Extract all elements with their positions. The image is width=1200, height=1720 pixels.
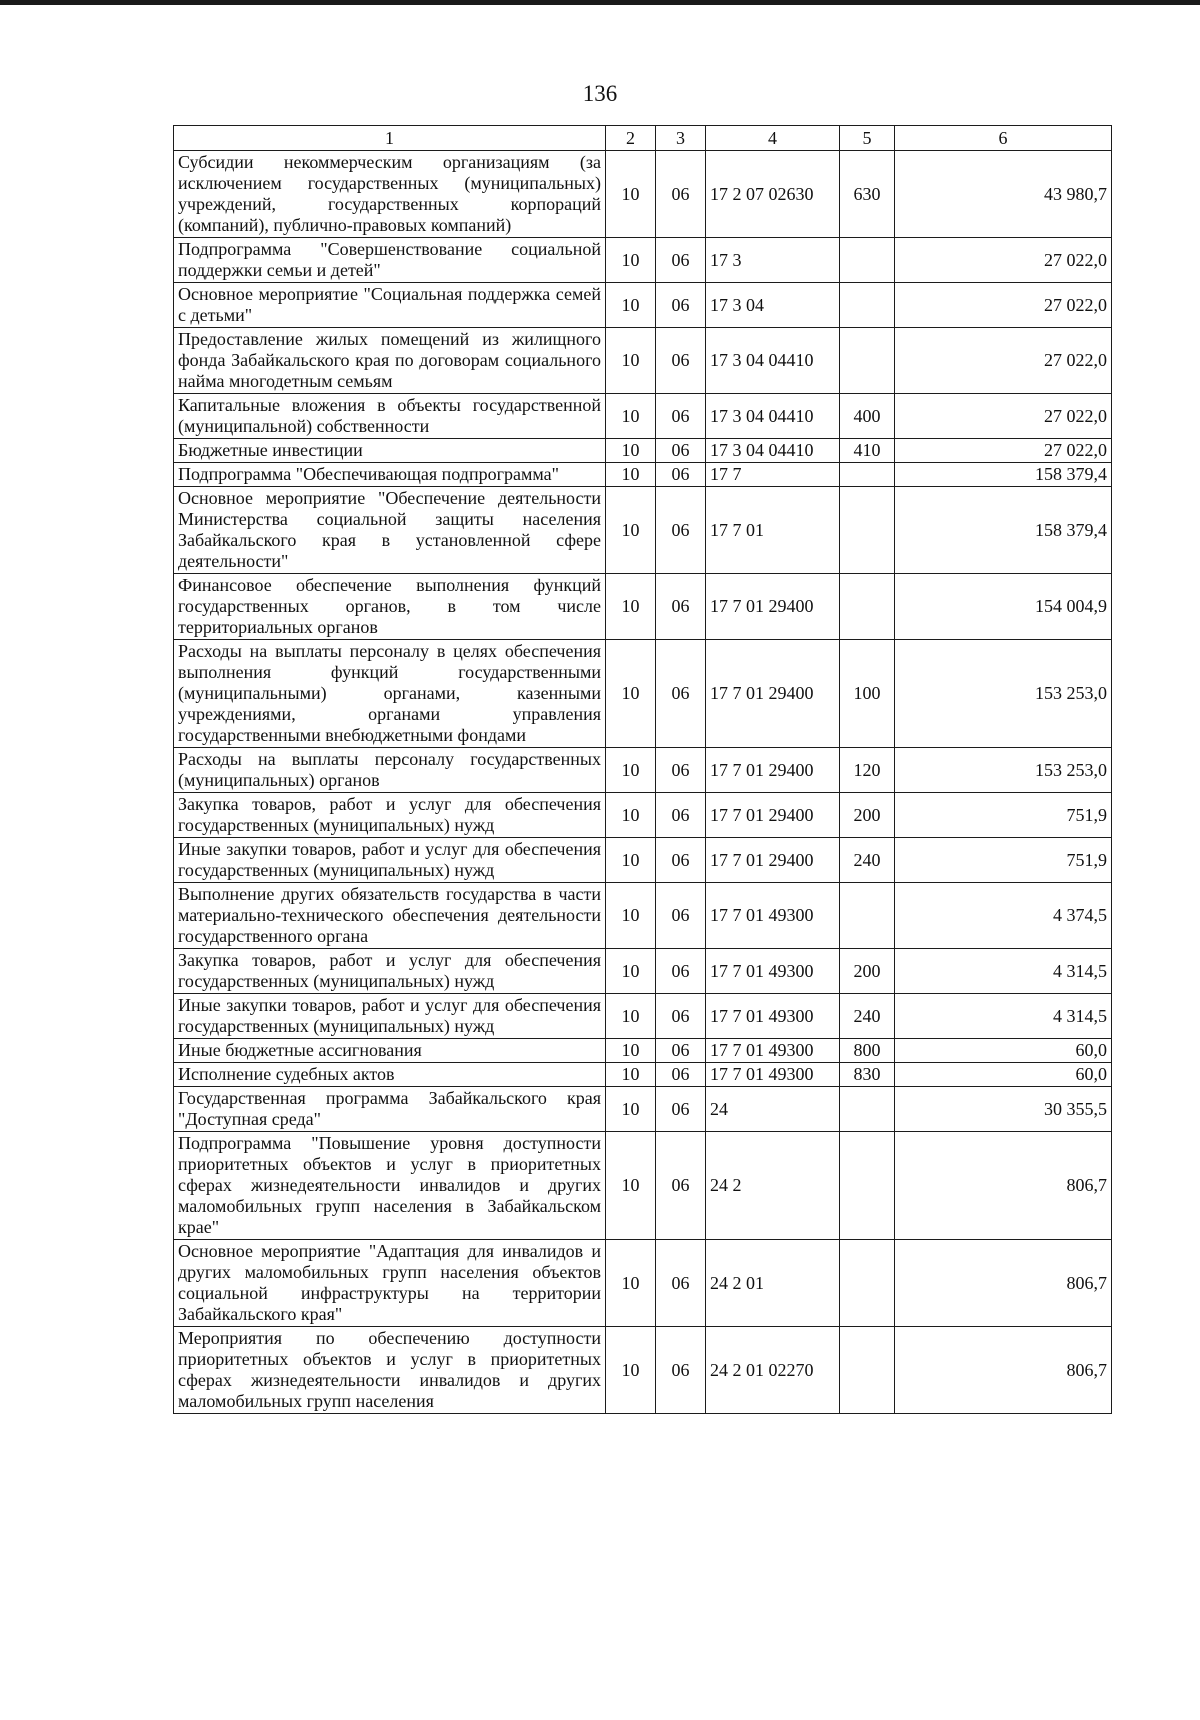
row-subsection-cell: 06 — [656, 151, 706, 238]
row-subsection-cell: 06 — [656, 994, 706, 1039]
row-target-cell: 17 7 01 29400 — [706, 574, 840, 640]
table-row — [174, 883, 1112, 949]
row-target-cell: 17 7 01 49300 — [706, 949, 840, 994]
page-number: 136 — [582, 81, 618, 106]
row-amount-cell: 806,7 — [895, 1240, 1112, 1327]
row-name-cell: Расходы на выплаты персоналу в целях обеспечения выполнения функций государственными (муниципальными) органами, казенными учреждениями, органами управления государственными внебюджетными фондами — [174, 640, 606, 748]
row-subsection-cell: 06 — [656, 439, 706, 463]
column-header-5: 5 — [840, 126, 895, 151]
row-amount-cell: 27 022,0 — [895, 439, 1112, 463]
row-subsection-cell: 06 — [656, 838, 706, 883]
row-type-cell: 100 — [840, 640, 895, 748]
row-section-cell: 10 — [606, 748, 656, 793]
row-name-cell: Основное мероприятие "Социальная поддержка семей с детьми" — [174, 283, 606, 328]
column-header-3: 3 — [656, 126, 706, 151]
row-type-cell: 240 — [840, 994, 895, 1039]
row-amount-cell: 751,9 — [895, 793, 1112, 838]
row-name-cell: Капитальные вложения в объекты государственной (муниципальной) собственности — [174, 394, 606, 439]
row-type-cell — [840, 883, 895, 949]
row-amount-cell: 4 374,5 — [895, 883, 1112, 949]
row-name-cell: Бюджетные инвестиции — [174, 439, 606, 463]
row-type-cell — [840, 1327, 895, 1414]
row-subsection-cell: 06 — [656, 883, 706, 949]
row-section-cell: 10 — [606, 1063, 656, 1087]
row-target-cell: 24 2 — [706, 1132, 840, 1240]
row-section-cell: 10 — [606, 1087, 656, 1132]
row-name-cell: Выполнение других обязательств государства в части материально-технического обеспечения деятельности государственного органа — [174, 883, 606, 949]
table-row — [174, 1039, 1112, 1063]
row-subsection-cell: 06 — [656, 1132, 706, 1240]
row-type-cell: 830 — [840, 1063, 895, 1087]
row-subsection-cell: 06 — [656, 574, 706, 640]
row-name-cell: Иные закупки товаров, работ и услуг для обеспечения государственных (муниципальных) нужд — [174, 838, 606, 883]
row-section-cell: 10 — [606, 883, 656, 949]
row-amount-cell: 154 004,9 — [895, 574, 1112, 640]
row-type-cell: 200 — [840, 793, 895, 838]
table-row — [174, 394, 1112, 439]
column-header-1: 1 — [174, 126, 606, 151]
scan-edge-line — [0, 0, 1200, 5]
row-subsection-cell: 06 — [656, 748, 706, 793]
row-amount-cell: 27 022,0 — [895, 283, 1112, 328]
table-row — [174, 1240, 1112, 1327]
row-target-cell: 17 7 — [706, 463, 840, 487]
row-subsection-cell: 06 — [656, 394, 706, 439]
row-name-cell: Предоставление жилых помещений из жилищного фонда Забайкальского края по договорам социального найма многодетным семьям — [174, 328, 606, 394]
table-row — [174, 1327, 1112, 1414]
row-subsection-cell: 06 — [656, 949, 706, 994]
row-type-cell — [840, 574, 895, 640]
row-section-cell: 10 — [606, 439, 656, 463]
row-amount-cell: 158 379,4 — [895, 487, 1112, 574]
table-row — [174, 487, 1112, 574]
row-section-cell: 10 — [606, 463, 656, 487]
table-row — [174, 238, 1112, 283]
row-amount-cell: 4 314,5 — [895, 949, 1112, 994]
table-row — [174, 151, 1112, 238]
row-name-cell: Подпрограмма "Обеспечивающая подпрограмма" — [174, 463, 606, 487]
row-amount-cell: 153 253,0 — [895, 640, 1112, 748]
row-target-cell: 17 7 01 49300 — [706, 883, 840, 949]
row-section-cell: 10 — [606, 394, 656, 439]
row-section-cell: 10 — [606, 151, 656, 238]
column-header-2: 2 — [606, 126, 656, 151]
header-row — [174, 126, 1112, 151]
row-section-cell: 10 — [606, 574, 656, 640]
budget-table — [173, 125, 1112, 1414]
row-subsection-cell: 06 — [656, 1327, 706, 1414]
table-row — [174, 283, 1112, 328]
row-type-cell: 400 — [840, 394, 895, 439]
row-target-cell: 17 3 04 04410 — [706, 328, 840, 394]
row-type-cell — [840, 1132, 895, 1240]
row-type-cell: 200 — [840, 949, 895, 994]
row-subsection-cell: 06 — [656, 1039, 706, 1063]
row-amount-cell: 153 253,0 — [895, 748, 1112, 793]
row-target-cell: 24 — [706, 1087, 840, 1132]
row-target-cell: 17 7 01 — [706, 487, 840, 574]
row-name-cell: Основное мероприятие "Обеспечение деятельности Министерства социальной защиты населения Забайкальского края в установленной сфере деятельности" — [174, 487, 606, 574]
row-name-cell: Исполнение судебных актов — [174, 1063, 606, 1087]
row-target-cell: 17 7 01 49300 — [706, 1039, 840, 1063]
table-row — [174, 1087, 1112, 1132]
row-section-cell: 10 — [606, 838, 656, 883]
row-subsection-cell: 06 — [656, 238, 706, 283]
row-subsection-cell: 06 — [656, 328, 706, 394]
row-target-cell: 17 3 — [706, 238, 840, 283]
row-section-cell: 10 — [606, 1039, 656, 1063]
row-subsection-cell: 06 — [656, 793, 706, 838]
table-row — [174, 1132, 1112, 1240]
row-amount-cell: 60,0 — [895, 1063, 1112, 1087]
row-subsection-cell: 06 — [656, 1063, 706, 1087]
row-subsection-cell: 06 — [656, 463, 706, 487]
row-name-cell: Субсидии некоммерческим организациям (за исключением государственных (муниципальных) учреждений, государственных корпораций (компаний), публично-правовых компаний) — [174, 151, 606, 238]
column-header-6: 6 — [895, 126, 1112, 151]
row-name-cell: Подпрограмма "Совершенствование социальной поддержки семьи и детей" — [174, 238, 606, 283]
row-target-cell: 17 7 01 29400 — [706, 793, 840, 838]
row-section-cell: 10 — [606, 793, 656, 838]
row-type-cell — [840, 328, 895, 394]
row-target-cell: 17 7 01 29400 — [706, 838, 840, 883]
row-section-cell: 10 — [606, 238, 656, 283]
row-subsection-cell: 06 — [656, 1087, 706, 1132]
row-type-cell: 410 — [840, 439, 895, 463]
row-section-cell: 10 — [606, 949, 656, 994]
table-row — [174, 439, 1112, 463]
row-name-cell: Расходы на выплаты персоналу государственных (муниципальных) органов — [174, 748, 606, 793]
row-target-cell: 24 2 01 — [706, 1240, 840, 1327]
table-row — [174, 1063, 1112, 1087]
row-type-cell: 630 — [840, 151, 895, 238]
row-name-cell: Мероприятия по обеспечению доступности приоритетных объектов и услуг в приоритетных сферах жизнедеятельности инвалидов и других маломобильных групп населения — [174, 1327, 606, 1414]
row-target-cell: 17 3 04 04410 — [706, 394, 840, 439]
table-row — [174, 574, 1112, 640]
row-amount-cell: 751,9 — [895, 838, 1112, 883]
row-amount-cell: 43 980,7 — [895, 151, 1112, 238]
table-row — [174, 640, 1112, 748]
row-name-cell: Финансовое обеспечение выполнения функций государственных органов, в том числе территориальных органов — [174, 574, 606, 640]
row-name-cell: Основное мероприятие "Адаптация для инвалидов и других маломобильных групп населения объектов социальной инфраструктуры на территории Забайкальского края" — [174, 1240, 606, 1327]
row-target-cell: 17 7 01 29400 — [706, 640, 840, 748]
row-amount-cell: 806,7 — [895, 1327, 1112, 1414]
row-type-cell: 120 — [840, 748, 895, 793]
table-row — [174, 328, 1112, 394]
row-subsection-cell: 06 — [656, 487, 706, 574]
row-subsection-cell: 06 — [656, 1240, 706, 1327]
row-amount-cell: 27 022,0 — [895, 238, 1112, 283]
row-amount-cell: 60,0 — [895, 1039, 1112, 1063]
row-target-cell: 17 7 01 49300 — [706, 1063, 840, 1087]
row-type-cell — [840, 487, 895, 574]
row-amount-cell: 158 379,4 — [895, 463, 1112, 487]
row-subsection-cell: 06 — [656, 283, 706, 328]
row-type-cell: 240 — [840, 838, 895, 883]
row-target-cell: 17 7 01 29400 — [706, 748, 840, 793]
table-header — [174, 126, 1112, 151]
table-row — [174, 994, 1112, 1039]
row-target-cell: 17 3 04 04410 — [706, 439, 840, 463]
row-type-cell — [840, 238, 895, 283]
row-section-cell: 10 — [606, 1327, 656, 1414]
column-header-4: 4 — [706, 126, 840, 151]
row-subsection-cell: 06 — [656, 640, 706, 748]
table-row — [174, 748, 1112, 793]
row-name-cell: Государственная программа Забайкальского края "Доступная среда" — [174, 1087, 606, 1132]
row-section-cell: 10 — [606, 328, 656, 394]
row-type-cell: 800 — [840, 1039, 895, 1063]
row-amount-cell: 806,7 — [895, 1132, 1112, 1240]
row-section-cell: 10 — [606, 1132, 656, 1240]
row-target-cell: 17 2 07 02630 — [706, 151, 840, 238]
row-name-cell: Иные бюджетные ассигнования — [174, 1039, 606, 1063]
row-type-cell — [840, 1087, 895, 1132]
row-name-cell: Подпрограмма "Повышение уровня доступности приоритетных объектов и услуг в приоритетных сферах жизнедеятельности инвалидов и других маломобильных групп населения в Забайкальском крае" — [174, 1132, 606, 1240]
row-section-cell: 10 — [606, 640, 656, 748]
row-name-cell: Закупка товаров, работ и услуг для обеспечения государственных (муниципальных) нужд — [174, 949, 606, 994]
row-section-cell: 10 — [606, 994, 656, 1039]
row-section-cell: 10 — [606, 1240, 656, 1327]
row-amount-cell: 4 314,5 — [895, 994, 1112, 1039]
row-target-cell: 17 7 01 49300 — [706, 994, 840, 1039]
row-target-cell: 24 2 01 02270 — [706, 1327, 840, 1414]
row-name-cell: Иные закупки товаров, работ и услуг для обеспечения государственных (муниципальных) нужд — [174, 994, 606, 1039]
row-section-cell: 10 — [606, 487, 656, 574]
row-section-cell: 10 — [606, 283, 656, 328]
table-row — [174, 838, 1112, 883]
row-type-cell — [840, 283, 895, 328]
row-amount-cell: 27 022,0 — [895, 328, 1112, 394]
row-type-cell — [840, 1240, 895, 1327]
table-row — [174, 463, 1112, 487]
row-name-cell: Закупка товаров, работ и услуг для обеспечения государственных (муниципальных) нужд — [174, 793, 606, 838]
table-row — [174, 949, 1112, 994]
row-target-cell: 17 3 04 — [706, 283, 840, 328]
table-body — [174, 151, 1112, 1414]
table-row — [174, 793, 1112, 838]
row-amount-cell: 27 022,0 — [895, 394, 1112, 439]
row-amount-cell: 30 355,5 — [895, 1087, 1112, 1132]
row-type-cell — [840, 463, 895, 487]
